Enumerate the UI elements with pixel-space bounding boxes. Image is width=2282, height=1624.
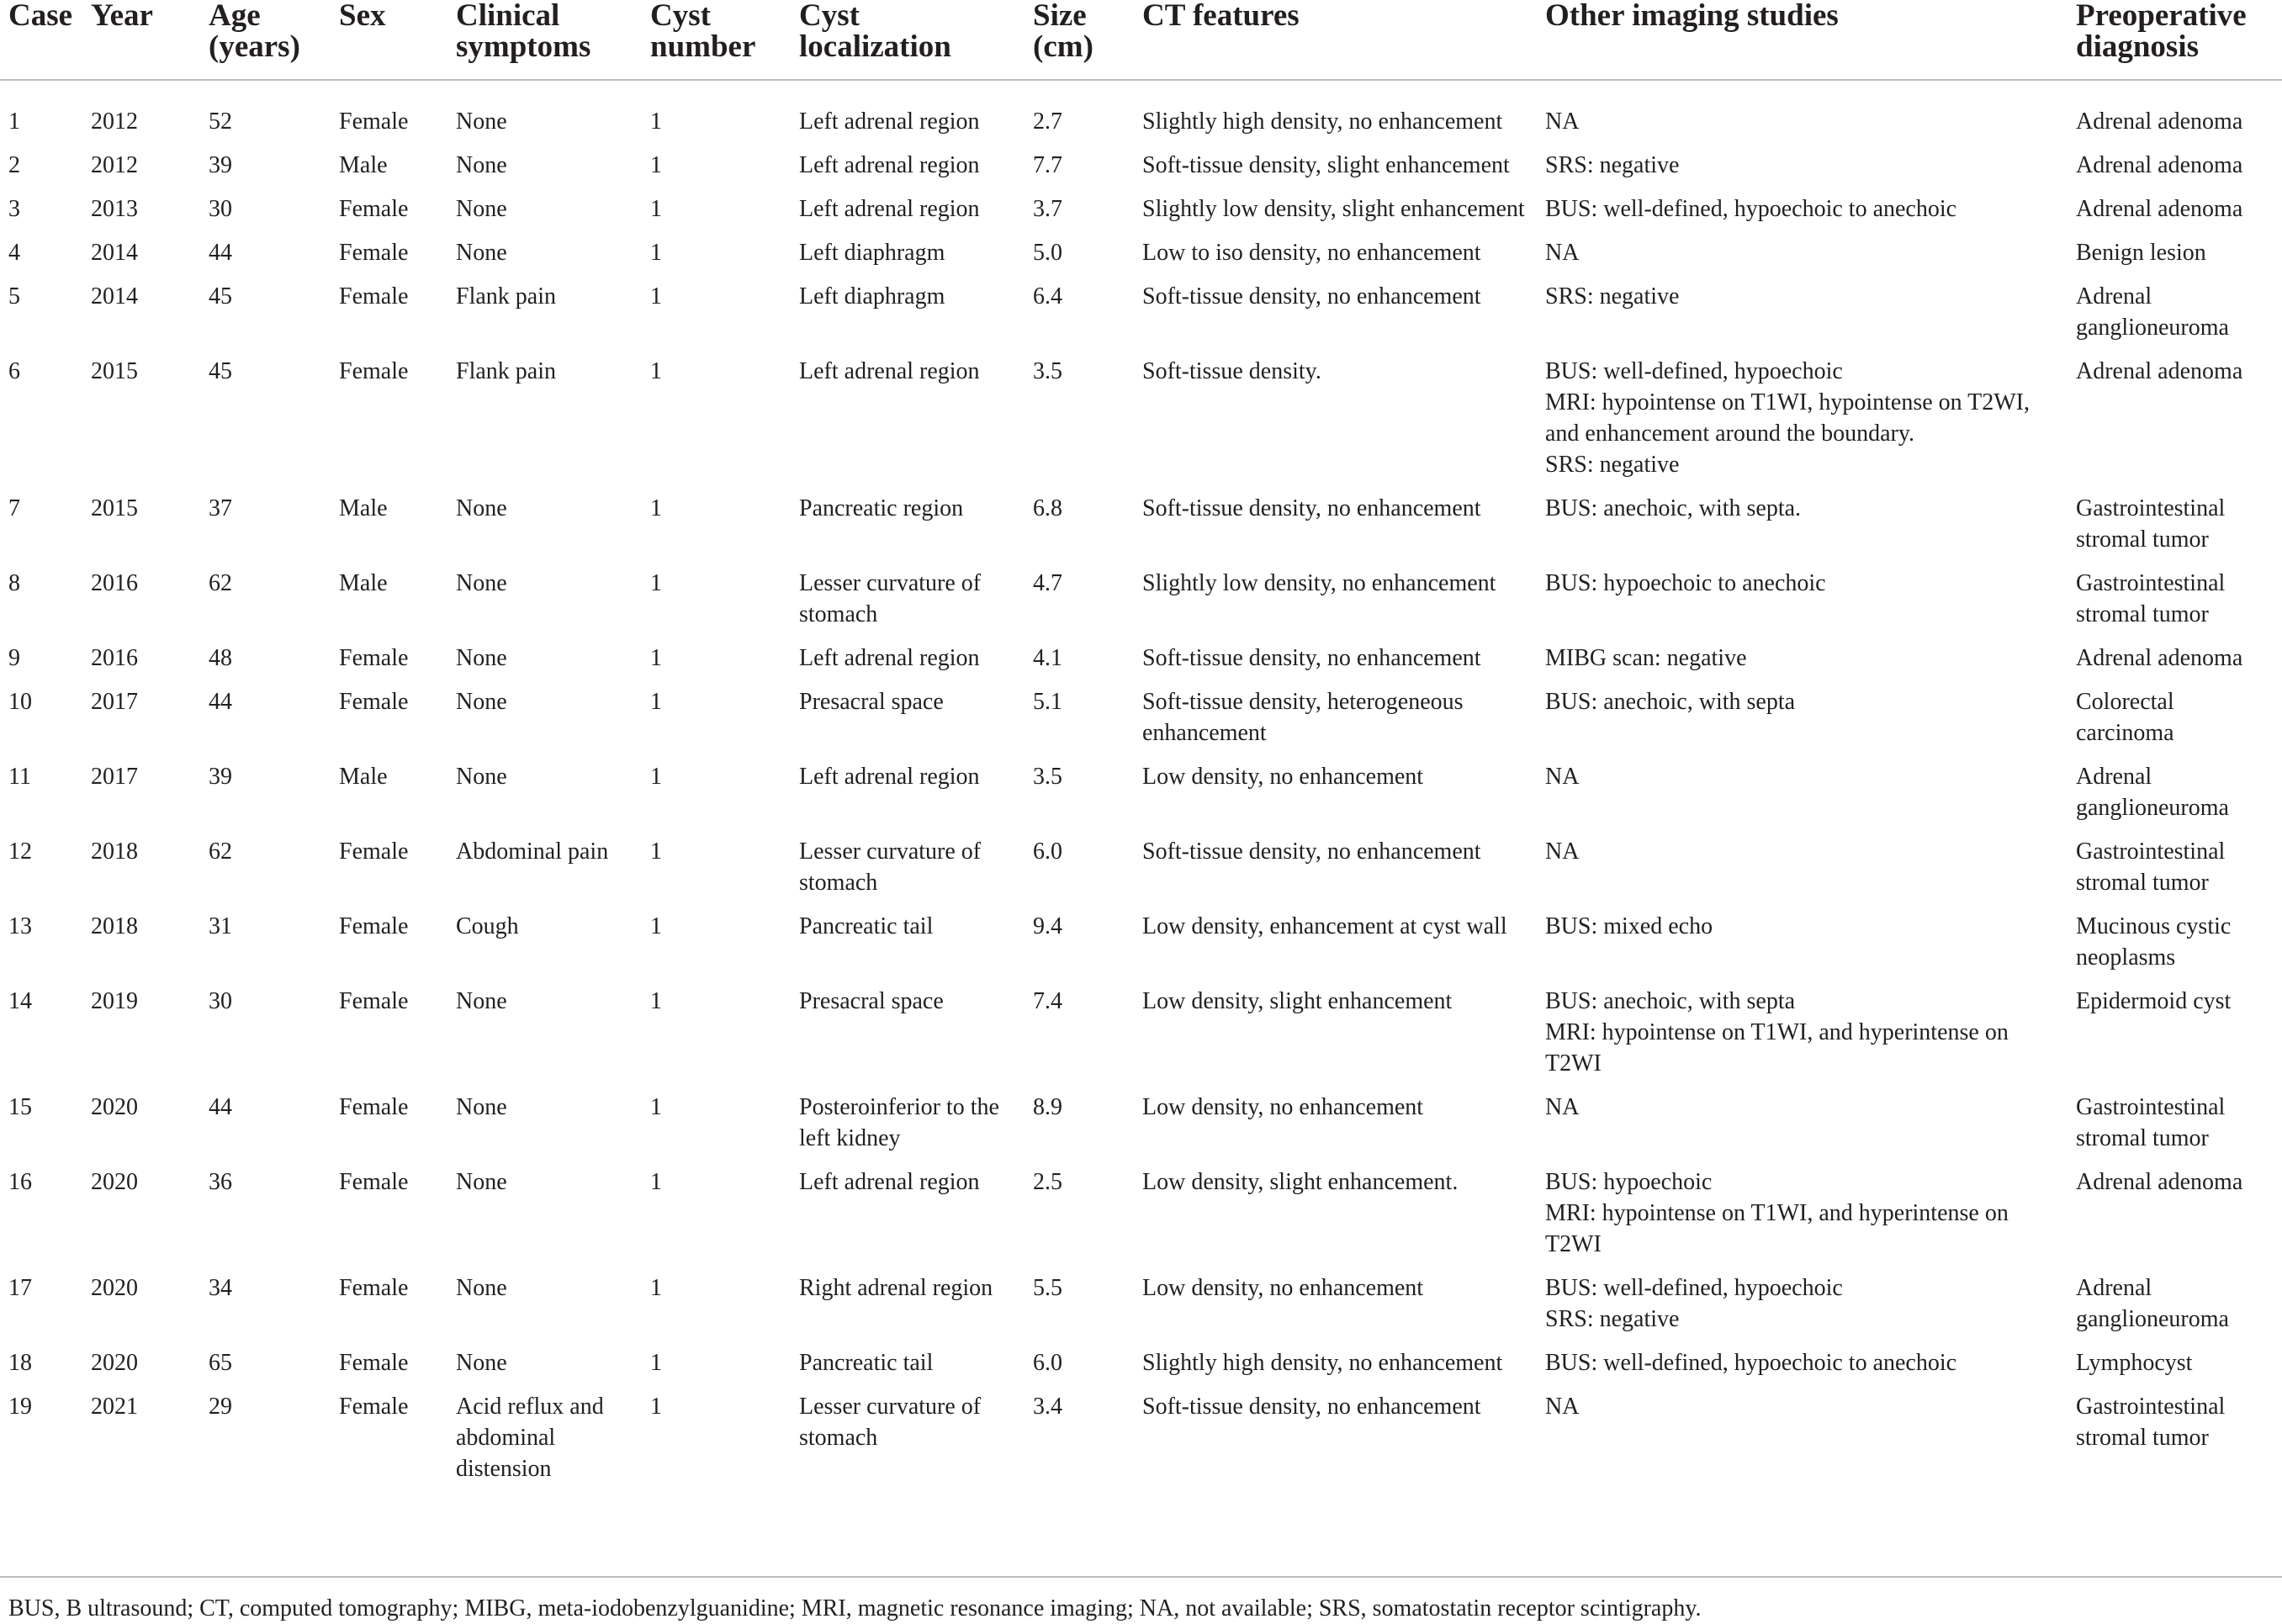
cell-sex: Female — [339, 838, 409, 865]
cell-size: 2.5 — [1033, 1169, 1062, 1195]
cell-age: 44 — [209, 240, 232, 266]
cell-other-imaging: BUS: anechoic, with septa MRI: hypointense on T1WI, and hyperintense on T2WI — [1545, 988, 2009, 1076]
cell-cyst-number: 1 — [650, 283, 662, 309]
cell-sex: Male — [339, 764, 388, 790]
table-row — [0, 193, 2282, 237]
cell-other-imaging: BUS: well-defined, hypoechoic to anechoic — [1545, 1350, 1957, 1376]
cell-sex: Female — [339, 988, 409, 1014]
cell-age: 31 — [209, 913, 232, 939]
cell-ct-features: Soft-tissue density, heterogeneous enhancement — [1142, 689, 1464, 746]
cell-cyst-localization: Left adrenal region — [799, 764, 980, 790]
cell-cyst-localization: Left adrenal region — [799, 1169, 980, 1195]
cell-age: 30 — [209, 988, 232, 1014]
cell-cyst-number: 1 — [650, 988, 662, 1014]
cell-age: 65 — [209, 1350, 232, 1376]
cell-clinical-symptoms: None — [456, 988, 507, 1014]
cell-ct-features: Slightly high density, no enhancement — [1142, 108, 1503, 135]
cell-sex: Female — [339, 913, 409, 939]
cell-age: 52 — [209, 108, 232, 135]
cell-preoperative-diagnosis: Lymphocyst — [2076, 1350, 2193, 1376]
table-row — [0, 356, 2282, 493]
cell-sex: Male — [339, 570, 388, 596]
cell-other-imaging: BUS: well-defined, hypoechoic MRI: hypointense on T1WI, hypointense on T2WI, and enhancement around the boundary. SRS: negative — [1545, 358, 2030, 478]
table-row — [0, 150, 2282, 193]
table-row — [0, 643, 2282, 686]
cell-cyst-number: 1 — [650, 152, 662, 178]
cell-year: 2017 — [91, 689, 138, 715]
cell-ct-features: Soft-tissue density, no enhancement — [1142, 645, 1481, 671]
cell-year: 2019 — [91, 988, 138, 1014]
cell-cyst-localization: Left adrenal region — [799, 358, 980, 384]
cell-clinical-symptoms: Cough — [456, 913, 519, 939]
cell-cyst-localization: Left diaphragm — [799, 283, 945, 309]
cell-case: 14 — [8, 988, 32, 1014]
cell-cyst-number: 1 — [650, 1275, 662, 1301]
cell-cyst-number: 1 — [650, 1094, 662, 1120]
cell-cyst-localization: Left adrenal region — [799, 196, 980, 222]
cell-ct-features: Low density, slight enhancement — [1142, 988, 1453, 1014]
cell-preoperative-diagnosis: Adrenal adenoma — [2076, 196, 2243, 222]
cell-ct-features: Soft-tissue density, no enhancement — [1142, 838, 1481, 865]
cell-age: 36 — [209, 1169, 232, 1195]
header-size: Size (cm) — [1033, 0, 1142, 80]
cell-year: 2015 — [91, 358, 138, 384]
cell-cyst-localization: Left adrenal region — [799, 108, 980, 135]
cell-year: 2012 — [91, 108, 138, 135]
cell-size: 4.7 — [1033, 570, 1062, 596]
cell-case: 17 — [8, 1275, 32, 1301]
cell-age: 39 — [209, 764, 232, 790]
cell-case: 8 — [8, 570, 20, 596]
cell-preoperative-diagnosis: Adrenal adenoma — [2076, 1169, 2243, 1195]
cell-age: 45 — [209, 283, 232, 309]
table-row — [0, 80, 2282, 150]
cell-preoperative-diagnosis: Gastrointestinal stromal tumor — [2076, 1094, 2226, 1151]
table-row — [0, 1391, 2282, 1500]
cell-size: 6.8 — [1033, 495, 1062, 521]
cell-preoperative-diagnosis: Adrenal adenoma — [2076, 645, 2243, 671]
header-cyst-localization: Cyst localization — [799, 0, 1033, 80]
cell-sex: Female — [339, 108, 409, 135]
cell-cyst-number: 1 — [650, 764, 662, 790]
cell-other-imaging: BUS: anechoic, with septa — [1545, 689, 1796, 715]
cell-age: 37 — [209, 495, 232, 521]
cell-size: 9.4 — [1033, 913, 1062, 939]
cell-year: 2013 — [91, 196, 138, 222]
cell-cyst-number: 1 — [650, 1169, 662, 1195]
cell-year: 2020 — [91, 1275, 138, 1301]
cell-cyst-number: 1 — [650, 645, 662, 671]
cell-size: 3.5 — [1033, 358, 1062, 384]
cell-cyst-localization: Left adrenal region — [799, 645, 980, 671]
cell-age: 62 — [209, 570, 232, 596]
cell-other-imaging: BUS: mixed echo — [1545, 913, 1713, 939]
cell-size: 8.9 — [1033, 1094, 1062, 1120]
table-row — [0, 237, 2282, 281]
cell-ct-features: Slightly high density, no enhancement — [1142, 1350, 1503, 1376]
cell-clinical-symptoms: None — [456, 495, 507, 521]
cell-size: 3.4 — [1033, 1394, 1062, 1420]
cell-age: 62 — [209, 838, 232, 865]
cell-preoperative-diagnosis: Gastrointestinal stromal tumor — [2076, 1394, 2226, 1451]
table-row — [0, 1347, 2282, 1391]
cell-size: 7.7 — [1033, 152, 1062, 178]
cell-clinical-symptoms: None — [456, 570, 507, 596]
table-row — [0, 761, 2282, 836]
cell-case: 6 — [8, 358, 20, 384]
cell-size: 2.7 — [1033, 108, 1062, 135]
table-row — [0, 1092, 2282, 1166]
cell-age: 44 — [209, 689, 232, 715]
cell-case: 3 — [8, 196, 20, 222]
cell-year: 2014 — [91, 283, 138, 309]
cell-sex: Male — [339, 152, 388, 178]
cell-clinical-symptoms: None — [456, 196, 507, 222]
cell-cyst-number: 1 — [650, 108, 662, 135]
cell-case: 11 — [8, 764, 31, 790]
cell-clinical-symptoms: None — [456, 689, 507, 715]
cell-preoperative-diagnosis: Adrenal ganglioneuroma — [2076, 764, 2229, 821]
cell-other-imaging: NA — [1545, 240, 1580, 266]
cell-cyst-localization: Lesser curvature of stomach — [799, 838, 982, 896]
cell-case: 7 — [8, 495, 20, 521]
cell-clinical-symptoms: None — [456, 152, 507, 178]
cell-cyst-localization: Pancreatic region — [799, 495, 964, 521]
table-row — [0, 686, 2282, 761]
cell-ct-features: Slightly low density, no enhancement — [1142, 570, 1496, 596]
cell-size: 5.5 — [1033, 1275, 1062, 1301]
cell-preoperative-diagnosis: Adrenal adenoma — [2076, 108, 2243, 135]
cell-cyst-number: 1 — [650, 240, 662, 266]
cell-cyst-localization: Presacral space — [799, 988, 944, 1014]
cell-year: 2018 — [91, 913, 138, 939]
cell-age: 34 — [209, 1275, 232, 1301]
table-row — [0, 836, 2282, 911]
cell-cyst-localization: Pancreatic tail — [799, 1350, 934, 1376]
cell-sex: Female — [339, 689, 409, 715]
header-year: Year — [91, 0, 209, 80]
cell-clinical-symptoms: Flank pain — [456, 358, 556, 384]
cell-sex: Female — [339, 645, 409, 671]
cell-preoperative-diagnosis: Adrenal ganglioneuroma — [2076, 283, 2229, 341]
cell-sex: Female — [339, 283, 409, 309]
cell-year: 2021 — [91, 1394, 138, 1420]
cell-cyst-localization: Left adrenal region — [799, 152, 980, 178]
cell-cyst-localization: Posteroinferior to the left kidney — [799, 1094, 999, 1151]
table-row — [0, 568, 2282, 643]
cell-size: 4.1 — [1033, 645, 1062, 671]
cell-year: 2017 — [91, 764, 138, 790]
cell-size: 5.0 — [1033, 240, 1062, 266]
cell-other-imaging: SRS: negative — [1545, 152, 1680, 178]
cell-case: 19 — [8, 1394, 32, 1420]
table-row — [0, 1272, 2282, 1347]
cell-cyst-number: 1 — [650, 913, 662, 939]
cell-preoperative-diagnosis: Mucinous cystic neoplasms — [2076, 913, 2232, 971]
cell-other-imaging: NA — [1545, 764, 1580, 790]
cell-cyst-number: 1 — [650, 196, 662, 222]
cell-other-imaging: NA — [1545, 1094, 1580, 1120]
cell-case: 18 — [8, 1350, 32, 1376]
cell-case: 10 — [8, 689, 32, 715]
cell-year: 2015 — [91, 495, 138, 521]
header-other-imaging: Other imaging studies — [1545, 0, 2076, 80]
cell-clinical-symptoms: Acid reflux and abdominal distension — [456, 1394, 604, 1482]
cell-year: 2018 — [91, 838, 138, 865]
cell-cyst-localization: Presacral space — [799, 689, 944, 715]
cell-other-imaging: NA — [1545, 108, 1580, 135]
cell-ct-features: Soft-tissue density, slight enhancement — [1142, 152, 1510, 178]
cell-cyst-number: 1 — [650, 689, 662, 715]
table-header-row — [0, 0, 2282, 80]
cell-preoperative-diagnosis: Benign lesion — [2076, 240, 2206, 266]
cell-year: 2012 — [91, 152, 138, 178]
cell-cyst-localization: Lesser curvature of stomach — [799, 1394, 982, 1451]
cell-ct-features: Soft-tissue density. — [1142, 358, 1321, 384]
cell-size: 7.4 — [1033, 988, 1062, 1014]
cell-case: 1 — [8, 108, 20, 135]
header-cyst-number: Cyst number — [650, 0, 799, 80]
cell-sex: Female — [339, 196, 409, 222]
cell-cyst-number: 1 — [650, 838, 662, 865]
cell-cyst-localization: Pancreatic tail — [799, 913, 934, 939]
cell-sex: Female — [339, 1275, 409, 1301]
cell-sex: Female — [339, 240, 409, 266]
cell-age: 48 — [209, 645, 232, 671]
cell-sex: Female — [339, 1094, 409, 1120]
cell-preoperative-diagnosis: Gastrointestinal stromal tumor — [2076, 570, 2226, 627]
cell-ct-features: Low density, no enhancement — [1142, 1275, 1424, 1301]
cell-cyst-number: 1 — [650, 1394, 662, 1420]
cell-ct-features: Low density, no enhancement — [1142, 764, 1424, 790]
cell-ct-features: Soft-tissue density, no enhancement — [1142, 495, 1481, 521]
cell-size: 6.4 — [1033, 283, 1062, 309]
cell-cyst-localization: Lesser curvature of stomach — [799, 570, 982, 627]
cell-case: 5 — [8, 283, 20, 309]
cell-ct-features: Slightly low density, slight enhancement — [1142, 196, 1525, 222]
cell-size: 6.0 — [1033, 1350, 1062, 1376]
cell-cyst-number: 1 — [650, 495, 662, 521]
cell-clinical-symptoms: None — [456, 764, 507, 790]
cell-ct-features: Low density, no enhancement — [1142, 1094, 1424, 1120]
cell-clinical-symptoms: None — [456, 240, 507, 266]
cell-year: 2014 — [91, 240, 138, 266]
cell-other-imaging: BUS: well-defined, hypoechoic SRS: negative — [1545, 1275, 1843, 1332]
table-row — [0, 986, 2282, 1092]
cell-age: 29 — [209, 1394, 232, 1420]
cell-ct-features: Soft-tissue density, no enhancement — [1142, 283, 1481, 309]
cell-sex: Female — [339, 358, 409, 384]
cell-size: 5.1 — [1033, 689, 1062, 715]
cell-preoperative-diagnosis: Gastrointestinal stromal tumor — [2076, 838, 2226, 896]
cell-other-imaging: BUS: hypoechoic MRI: hypointense on T1WI, and hyperintense on T2WI — [1545, 1169, 2009, 1257]
cell-preoperative-diagnosis: Adrenal adenoma — [2076, 152, 2243, 178]
cell-age: 30 — [209, 196, 232, 222]
cell-clinical-symptoms: None — [456, 1094, 507, 1120]
table-row — [0, 281, 2282, 356]
cell-preoperative-diagnosis: Adrenal adenoma — [2076, 358, 2243, 384]
table-body — [0, 80, 2282, 1500]
cell-sex: Female — [339, 1169, 409, 1195]
cell-year: 2020 — [91, 1094, 138, 1120]
cell-ct-features: Low to iso density, no enhancement — [1142, 240, 1481, 266]
cell-ct-features: Soft-tissue density, no enhancement — [1142, 1394, 1481, 1420]
cell-clinical-symptoms: None — [456, 1275, 507, 1301]
cell-preoperative-diagnosis: Epidermoid cyst — [2076, 988, 2232, 1014]
header-clinical-symptoms: Clinical symptoms — [456, 0, 650, 80]
header-preoperative-diagnosis: Preoperative diagnosis — [2076, 0, 2282, 80]
table-row — [0, 1166, 2282, 1272]
cell-ct-features: Low density, enhancement at cyst wall — [1142, 913, 1507, 939]
cell-preoperative-diagnosis: Gastrointestinal stromal tumor — [2076, 495, 2226, 553]
table-row — [0, 493, 2282, 568]
cell-size: 3.7 — [1033, 196, 1062, 222]
cell-clinical-symptoms: None — [456, 1169, 507, 1195]
cell-case: 2 — [8, 152, 20, 178]
cell-sex: Female — [339, 1394, 409, 1420]
cell-other-imaging: SRS: negative — [1545, 283, 1680, 309]
cell-case: 12 — [8, 838, 32, 865]
cell-sex: Male — [339, 495, 388, 521]
cell-preoperative-diagnosis: Adrenal ganglioneuroma — [2076, 1275, 2229, 1332]
cell-sex: Female — [339, 1350, 409, 1376]
cell-case: 13 — [8, 913, 32, 939]
header-ct-features: CT features — [1142, 0, 1545, 80]
cell-other-imaging: BUS: anechoic, with septa. — [1545, 495, 1802, 521]
cell-cyst-localization: Right adrenal region — [799, 1275, 993, 1301]
cell-other-imaging: NA — [1545, 1394, 1580, 1420]
cell-year: 2016 — [91, 570, 138, 596]
cell-case: 16 — [8, 1169, 32, 1195]
cell-case: 15 — [8, 1094, 32, 1120]
cell-other-imaging: BUS: well-defined, hypoechoic to anechoic — [1545, 196, 1957, 222]
cell-size: 3.5 — [1033, 764, 1062, 790]
header-sex: Sex — [339, 0, 456, 80]
cell-other-imaging: NA — [1545, 838, 1580, 865]
cell-clinical-symptoms: None — [456, 1350, 507, 1376]
cell-case: 4 — [8, 240, 20, 266]
cell-clinical-symptoms: None — [456, 645, 507, 671]
cell-case: 9 — [8, 645, 20, 671]
cell-size: 6.0 — [1033, 838, 1062, 865]
cell-preoperative-diagnosis: Colorectal carcinoma — [2076, 689, 2174, 746]
cell-year: 2020 — [91, 1350, 138, 1376]
cell-ct-features: Low density, slight enhancement. — [1142, 1169, 1459, 1195]
cell-other-imaging: MIBG scan: negative — [1545, 645, 1747, 671]
header-case: Case — [0, 0, 91, 80]
cell-year: 2020 — [91, 1169, 138, 1195]
cell-age: 44 — [209, 1094, 232, 1120]
cell-cyst-number: 1 — [650, 570, 662, 596]
cell-age: 39 — [209, 152, 232, 178]
cell-cyst-number: 1 — [650, 1350, 662, 1376]
table-row — [0, 911, 2282, 986]
cell-year: 2016 — [91, 645, 138, 671]
cell-age: 45 — [209, 358, 232, 384]
cell-other-imaging: BUS: hypoechoic to anechoic — [1545, 570, 1826, 596]
header-age: Age (years) — [209, 0, 339, 80]
table-footnote: BUS, B ultrasound; CT, computed tomography; MIBG, meta-iodobenzylguanidine; MRI, magnetic resonance imaging; NA, not available; SRS, somatostatin receptor scintigraphy. — [0, 1576, 2282, 1624]
cell-cyst-localization: Left diaphragm — [799, 240, 945, 266]
cell-clinical-symptoms: Flank pain — [456, 283, 556, 309]
cell-clinical-symptoms: Abdominal pain — [456, 838, 609, 865]
cell-cyst-number: 1 — [650, 358, 662, 384]
cell-clinical-symptoms: None — [456, 108, 507, 135]
